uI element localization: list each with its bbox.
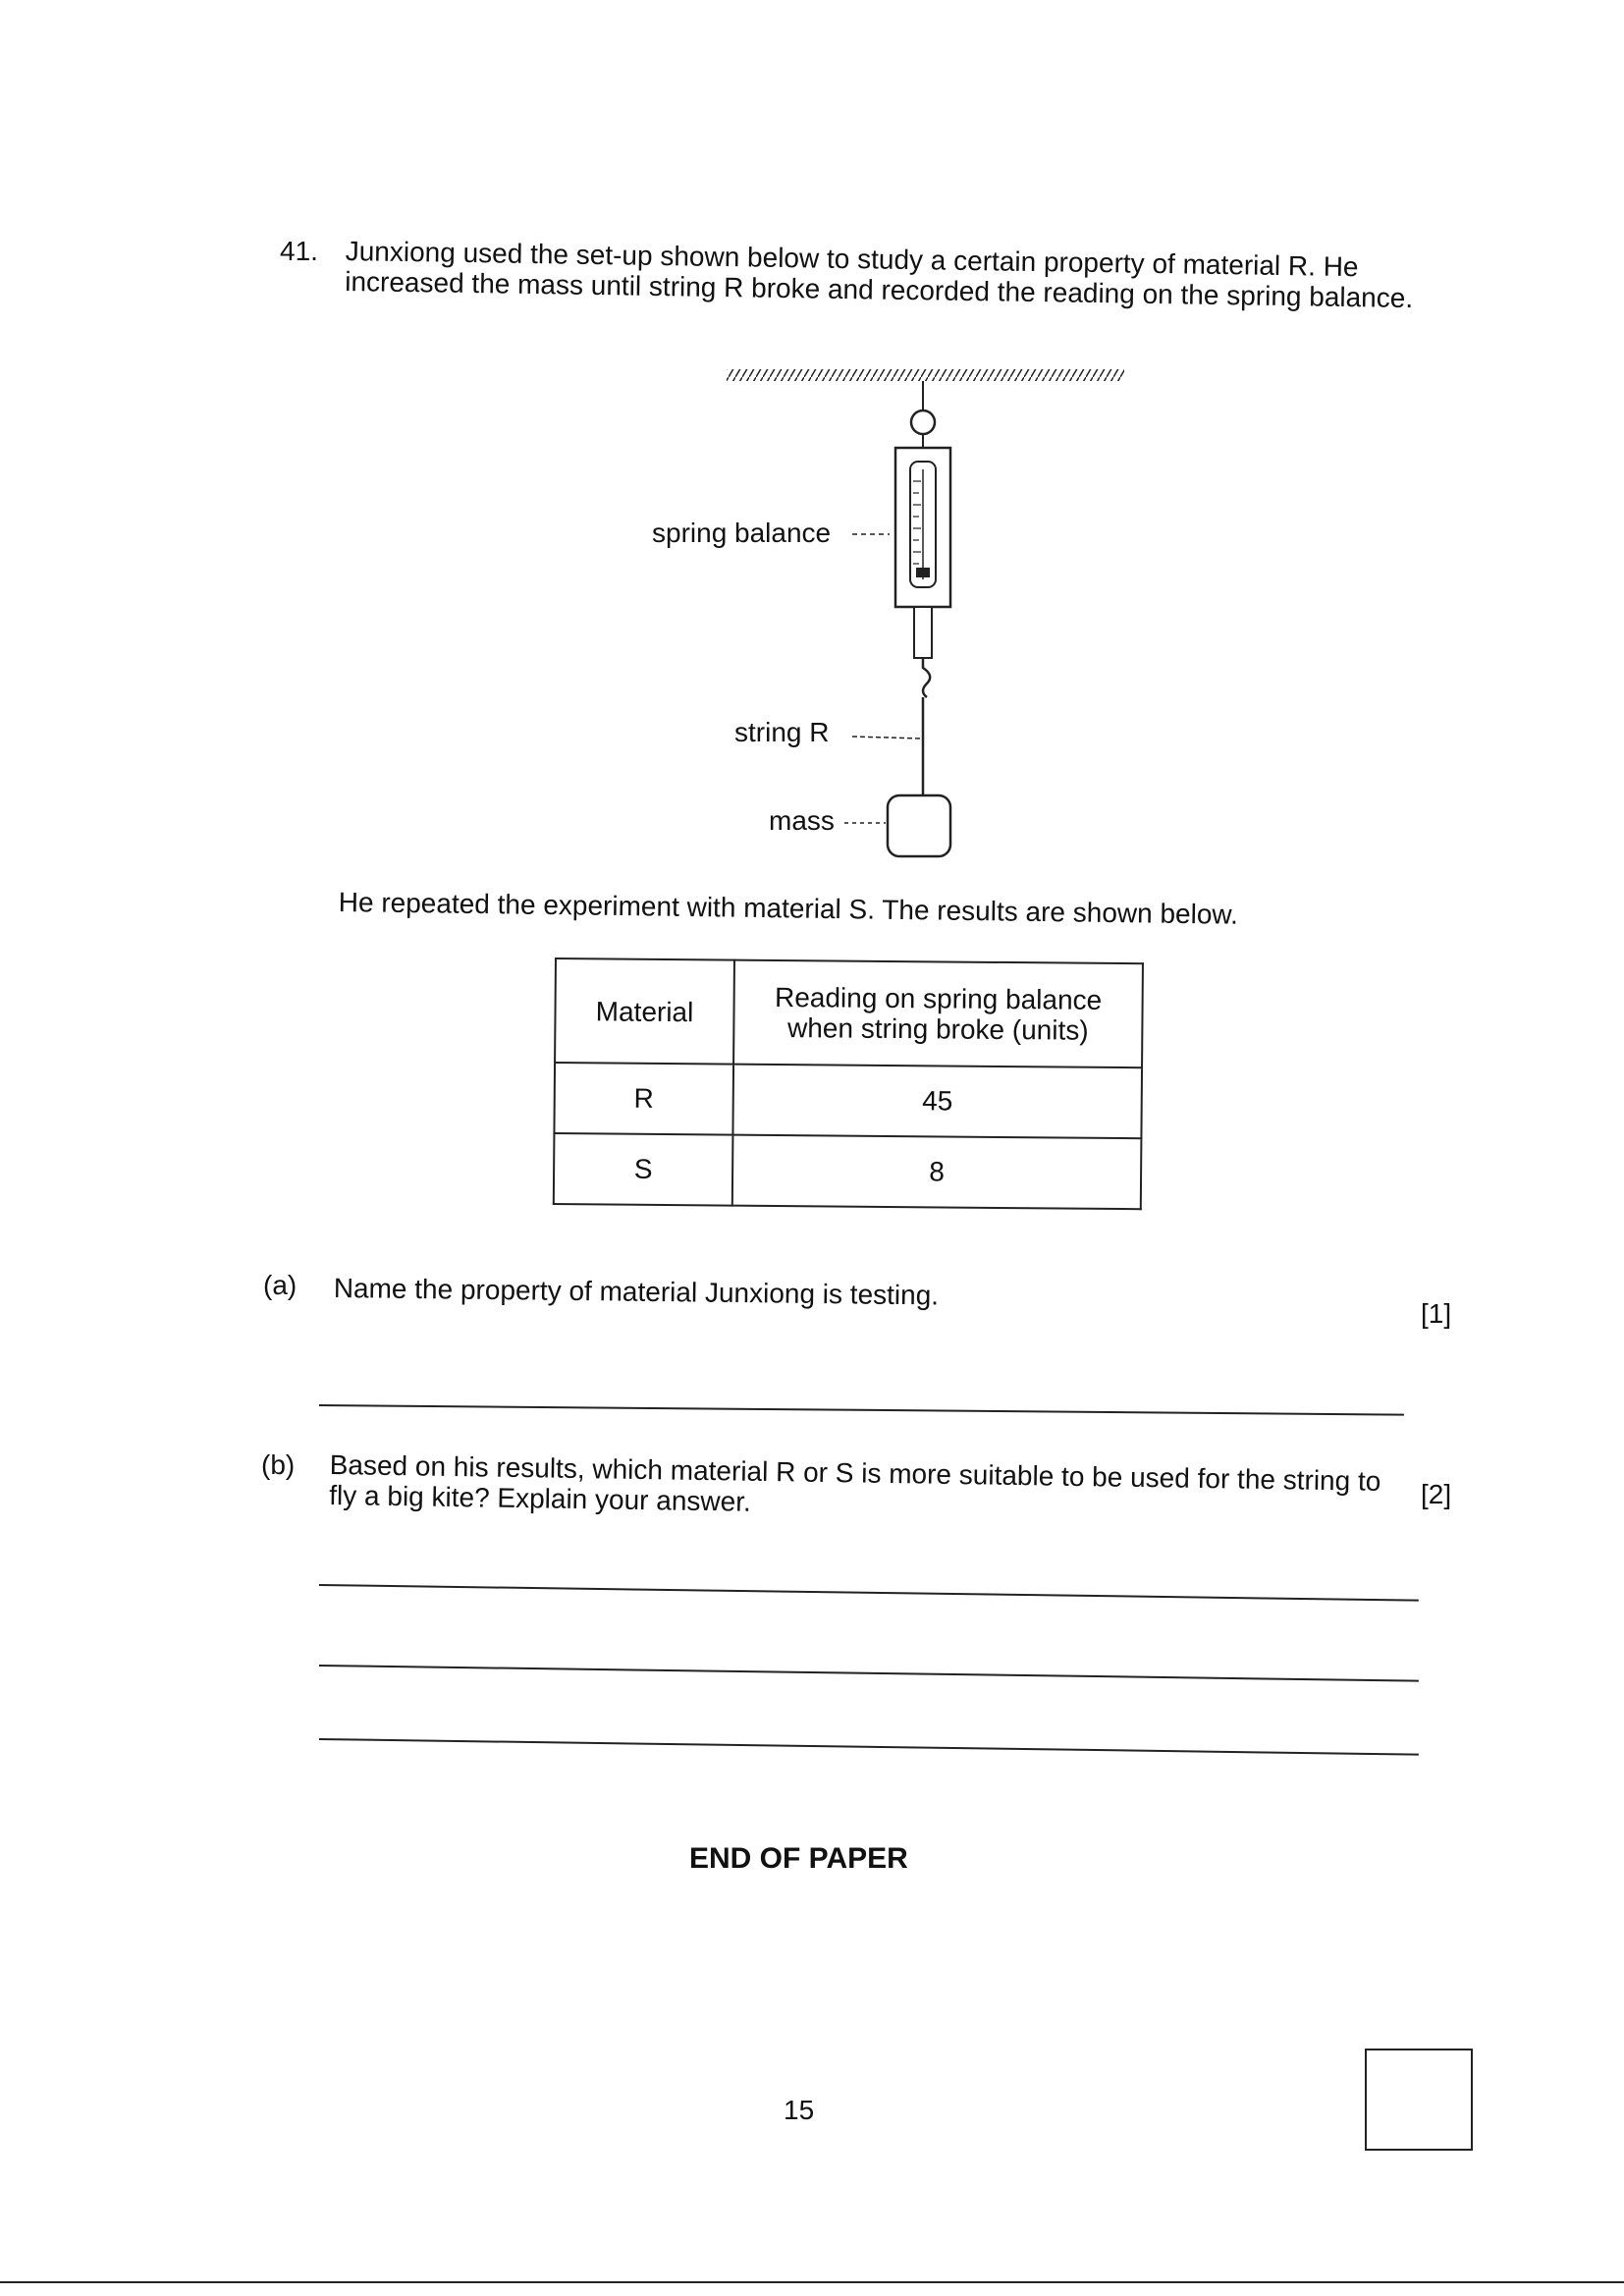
repeat-text: He repeated the experiment with material S. The results are shown below. [338,887,1239,930]
label-spring-balance: spring balance [652,518,832,548]
end-of-paper: END OF PAPER [689,1842,908,1875]
table-row [554,1133,1142,1209]
header-reading: Reading on spring balance when string broke (units) [733,960,1143,1068]
part-a-label: (a) [263,1270,298,1300]
marks-box [1365,2049,1473,2151]
cell-reading: 45 [732,1065,1142,1139]
label-string-r: string R [734,717,830,747]
ceiling-support [727,369,1124,381]
table-row [554,1063,1142,1138]
spring-balance [895,448,950,658]
part-b-label: (b) [261,1449,296,1480]
question-number: 41. [280,236,318,266]
part-a-question: Name the property of material Junxiong is testing. [333,1273,940,1311]
part-b-question: Based on his results, which material R or S is more suitable to be used for the string to fly a big kite? Explain your answer. [329,1449,1381,1517]
part-a-marks: [1] [1421,1298,1452,1329]
mass-block [888,795,950,856]
balance-ring [911,410,935,434]
page-number: 15 [784,2095,815,2125]
header-material: Material [555,958,734,1065]
answer-line-b1[interactable] [319,1584,1419,1602]
cell-material: R [554,1063,733,1135]
cell-material: S [554,1133,733,1206]
answer-line-b2[interactable] [319,1665,1419,1682]
label-mass: mass [769,805,835,836]
answer-line-a[interactable] [319,1404,1404,1416]
page-bottom-border [0,2281,1624,2283]
question-stem: Junxiong used the set-up shown below to study a certain property of material R. He increased the mass until string R broke and recorded the reading on the spring balance. [345,236,1414,314]
apparatus-diagram [0,0,1624,884]
answer-line-b3[interactable] [319,1738,1419,1756]
cell-reading: 8 [732,1135,1142,1210]
balance-hook [923,658,930,697]
results-table [553,957,1144,1210]
table-header-row [555,958,1143,1067]
part-b-marks: [2] [1421,1479,1452,1509]
